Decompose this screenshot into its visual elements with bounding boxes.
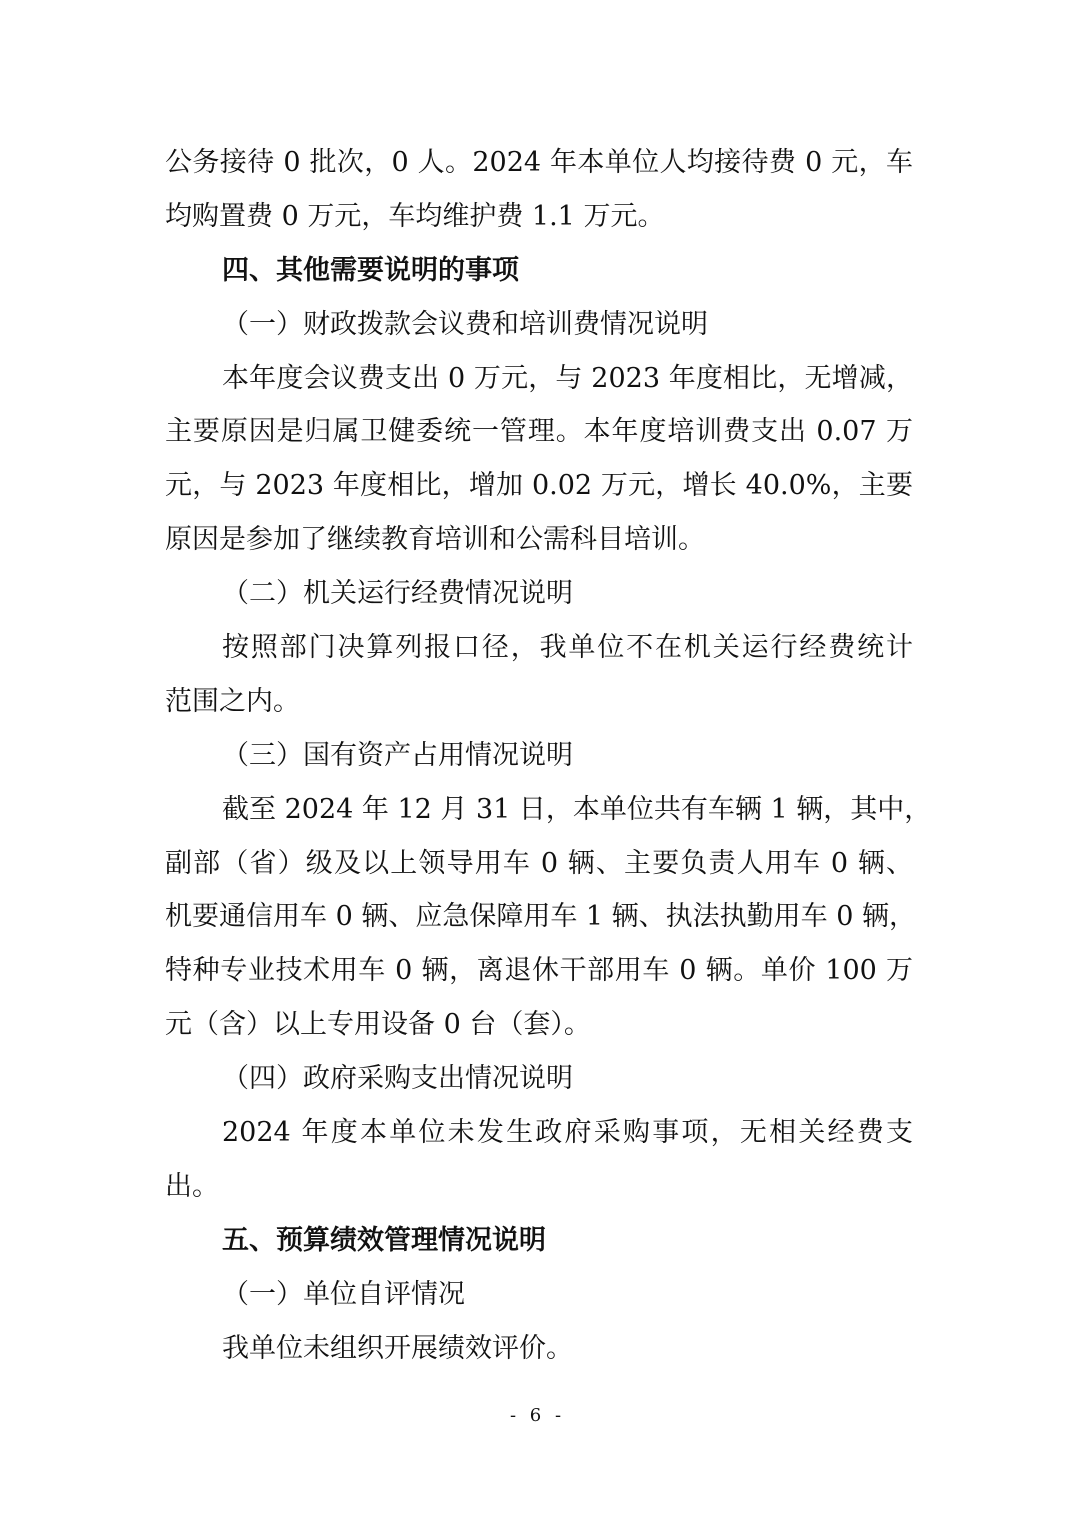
subsection-heading: （二）机关运行经费情况说明 <box>222 578 573 610</box>
text-line: 我单位未组织开展绩效评价。 <box>222 1332 573 1364</box>
text-line: 均购置费 0 万元，车均维护费 1.1 万元。 <box>165 200 665 232</box>
text-line: 原因是参加了继续教育培训和公需科目培训。 <box>165 524 705 556</box>
text-line: 2024 年度本单位未发生政府采购事项，无相关经费支 <box>222 1117 913 1149</box>
subsection-heading: （一）单位自评情况 <box>222 1278 465 1310</box>
text-line: 元，与 2023 年度相比，增加 0.02 万元，增长 40.0%，主要 <box>165 470 913 502</box>
section-heading: 五、预算绩效管理情况说明 <box>222 1224 546 1256</box>
page-number: - 6 - <box>509 1405 566 1426</box>
document-body <box>165 136 932 1375</box>
text-line: 元（含）以上专用设备 0 台（套）。 <box>165 1009 591 1041</box>
text-line: 特种专业技术用车 0 辆，离退休干部用车 0 辆。单价 100 万 <box>165 955 913 987</box>
text-line: 机要通信用车 0 辆、应急保障用车 1 辆、执法执勤用车 0 辆， <box>165 901 917 933</box>
text-line: 出。 <box>165 1170 219 1202</box>
text-line: 按照部门决算列报口径，我单位不在机关运行经费统计 <box>222 632 913 664</box>
section-heading: 四、其他需要说明的事项 <box>222 254 519 286</box>
text-line: 主要原因是归属卫健委统一管理。本年度培训费支出 0.07 万 <box>165 416 913 448</box>
subsection-heading: （三）国有资产占用情况说明 <box>222 739 573 771</box>
text-line: 公务接待 0 批次，0 人。2024 年本单位人均接待费 0 元，车 <box>165 147 913 178</box>
text-line: 范围之内。 <box>165 685 300 717</box>
subsection-heading: （四）政府采购支出情况说明 <box>222 1063 573 1095</box>
text-line: 截至 2024 年 12 月 31 日，本单位共有车辆 1 辆，其中， <box>222 793 932 825</box>
subsection-heading: （一）财政拨款会议费和培训费情况说明 <box>222 308 708 340</box>
text-line: 本年度会议费支出 0 万元，与 2023 年度相比，无增减， <box>222 362 913 394</box>
text-line: 副部（省）级及以上领导用车 0 辆、主要负责人用车 0 辆、 <box>165 847 913 879</box>
